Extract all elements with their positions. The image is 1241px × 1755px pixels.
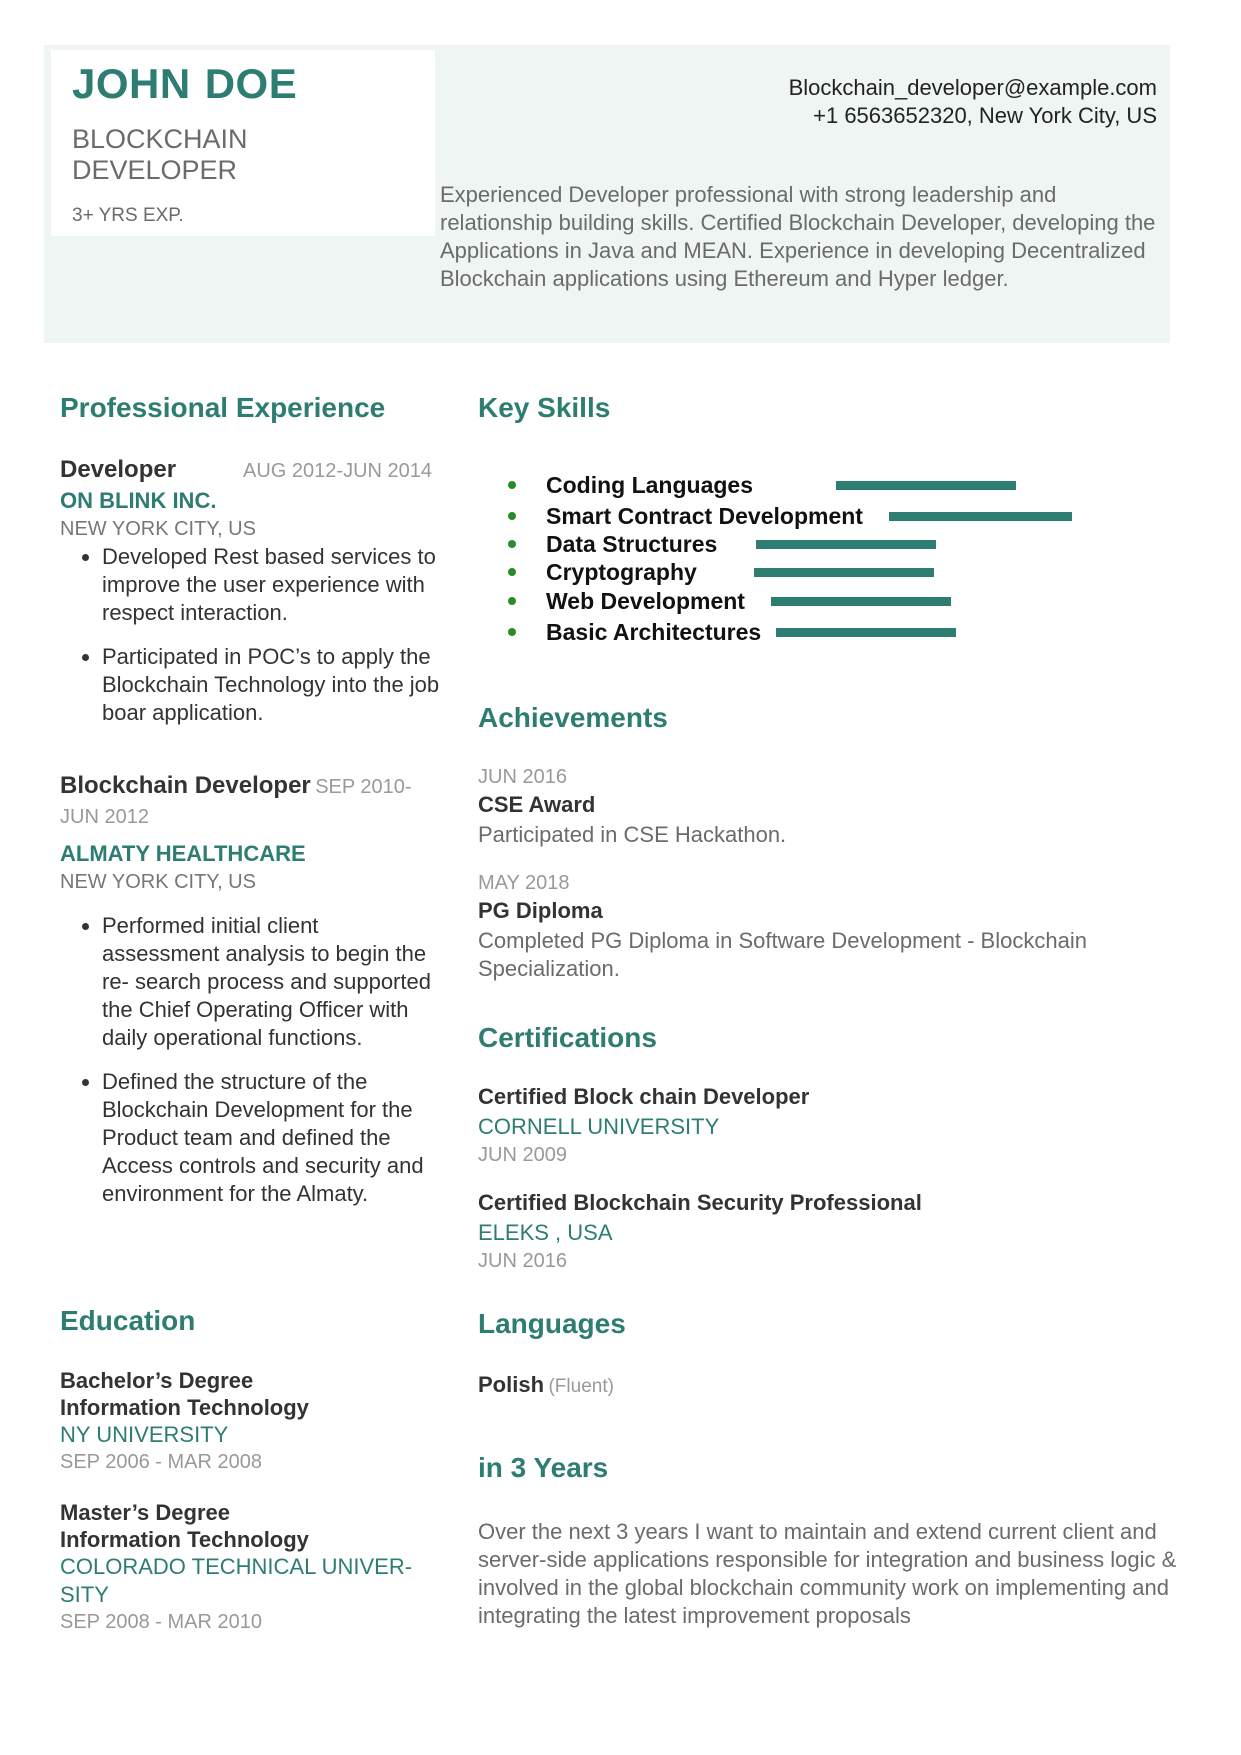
skill-name: Data Structures (546, 531, 718, 557)
education-dates: SEP 2008 - MAR 2010 (60, 1611, 262, 1633)
language-name: Polish (478, 1372, 545, 1397)
job-role: Developer (60, 456, 177, 483)
achievement-date: JUN 2016 (478, 766, 567, 788)
job-dates: SEP 2010-JUN 2012 (60, 776, 412, 828)
career-goals-text: Over the next 3 years I want to maintain and extend current client and server-side applications responsible for integration and business logic & involved in the global blockchain community work on implementing and integrating the latest improvement proposals (478, 1519, 1177, 1628)
certification-date: JUN 2016 (478, 1250, 567, 1272)
bullet-dot-icon (508, 597, 516, 605)
job-dates: AUG 2012-JUN 2014 (243, 460, 432, 482)
skill-level-bar (889, 512, 1072, 521)
years-experience: 3+ YRS EXP. (72, 205, 184, 226)
section-title-goals: in 3 Years (478, 1452, 609, 1483)
education-entry (60, 1499, 440, 1634)
achievement-date: MAY 2018 (478, 872, 570, 894)
skill-item (508, 619, 1108, 647)
bullet-dot-icon (508, 481, 516, 489)
school-name: COLORADO TECHNICAL UNIVER- SITY (60, 1554, 413, 1607)
job-location: NEW YORK CITY, US (60, 871, 256, 893)
certification-org: CORNELL UNIVERSITY (478, 1114, 720, 1139)
section-title-certifications: Certifications (478, 1022, 657, 1053)
job-title: BLOCKCHAIN DEVELOPER (72, 124, 248, 185)
skill-name: Smart Contract Development (546, 503, 863, 529)
achievement-title: PG Diploma (478, 898, 603, 923)
skill-name: Basic Architectures (546, 619, 762, 645)
skill-item (508, 531, 1108, 559)
skill-level-bar (836, 481, 1016, 490)
profile-summary: Experienced Developer professional with strong leadership and relationship building skills. Certified Blockchain Developer, developing the Applications in Java and MEAN. Experience in developing Decentralized Blockchain applications using Ethereum and Hyper ledger. (440, 182, 1156, 291)
job-bullets (60, 543, 440, 727)
skill-item (508, 472, 1108, 500)
skill-name: Cryptography (546, 559, 697, 585)
degree-field: Information Technology (60, 1527, 309, 1552)
achievement-entry (478, 766, 1198, 849)
contact-info (789, 74, 1157, 130)
achievement-description: Completed PG Diploma in Software Development - Blockchain Specialization. (478, 928, 1087, 981)
company-name: ON BLINK INC. (60, 488, 217, 513)
certification-title: Certified Block chain Developer (478, 1084, 810, 1109)
bullet-dot-icon (508, 512, 516, 520)
experience-entry (60, 772, 440, 1224)
job-bullet: • Defined the structure of the Blockchain Development for the Product team and defined the Access controls and security and environment for the Almaty. (102, 1068, 440, 1208)
skill-level-bar (776, 628, 956, 637)
skill-item (508, 559, 1108, 587)
certification-entry (478, 1084, 1198, 1167)
email: Blockchain_developer@example.com (788, 75, 1157, 100)
experience-entry (60, 456, 440, 743)
education-entry (60, 1367, 440, 1474)
section-title-achievements: Achievements (478, 702, 668, 733)
certification-entry (478, 1190, 1198, 1273)
skill-item (508, 503, 1108, 531)
job-role: Blockchain Developer (60, 772, 311, 799)
section-title-languages: Languages (478, 1308, 626, 1339)
achievement-description: Participated in CSE Hackathon. (478, 822, 787, 847)
language-entry (478, 1372, 1198, 1398)
certification-title: Certified Blockchain Security Professional (478, 1190, 922, 1215)
bullet-dot-icon (508, 540, 516, 548)
bullet-dot-icon (508, 628, 516, 636)
school-name: NY UNIVERSITY (60, 1422, 229, 1447)
skill-name: Coding Languages (546, 472, 753, 498)
degree-name: Master’s Degree (60, 1500, 230, 1525)
job-bullets (60, 912, 440, 1208)
skill-item (508, 588, 1108, 616)
achievement-title: CSE Award (478, 792, 596, 817)
section-title-education: Education (60, 1305, 196, 1336)
achievement-entry (478, 872, 1118, 983)
degree-name: Bachelor’s Degree (60, 1368, 254, 1393)
skill-level-bar (756, 540, 936, 549)
job-location: NEW YORK CITY, US (60, 518, 256, 540)
company-name: ALMATY HEALTHCARE (60, 841, 306, 866)
certification-date: JUN 2009 (478, 1144, 567, 1166)
skill-name: Web Development (546, 588, 745, 614)
language-level: (Fluent) (548, 1376, 614, 1397)
section-title-experience: Professional Experience (60, 392, 386, 423)
job-bullet: • Developed Rest based services to improve the user experience with respect interaction. (102, 543, 440, 627)
job-bullet: • Performed initial client assessment analysis to begin the re- search process and supported the Chief Operating Officer with daily operational functions. (102, 912, 440, 1052)
skill-level-bar (754, 568, 934, 577)
degree-field: Information Technology (60, 1395, 309, 1420)
certification-org: ELEKS , USA (478, 1220, 613, 1245)
candidate-name: JOHN DOE (72, 60, 298, 107)
phone-location: +1 6563652320, New York City, US (813, 103, 1157, 128)
skill-level-bar (771, 597, 951, 606)
section-title-skills: Key Skills (478, 392, 611, 423)
bullet-dot-icon (508, 568, 516, 576)
education-dates: SEP 2006 - MAR 2008 (60, 1451, 262, 1473)
job-bullet: • Participated in POC’s to apply the Blockchain Technology into the job boar application. (102, 643, 440, 727)
